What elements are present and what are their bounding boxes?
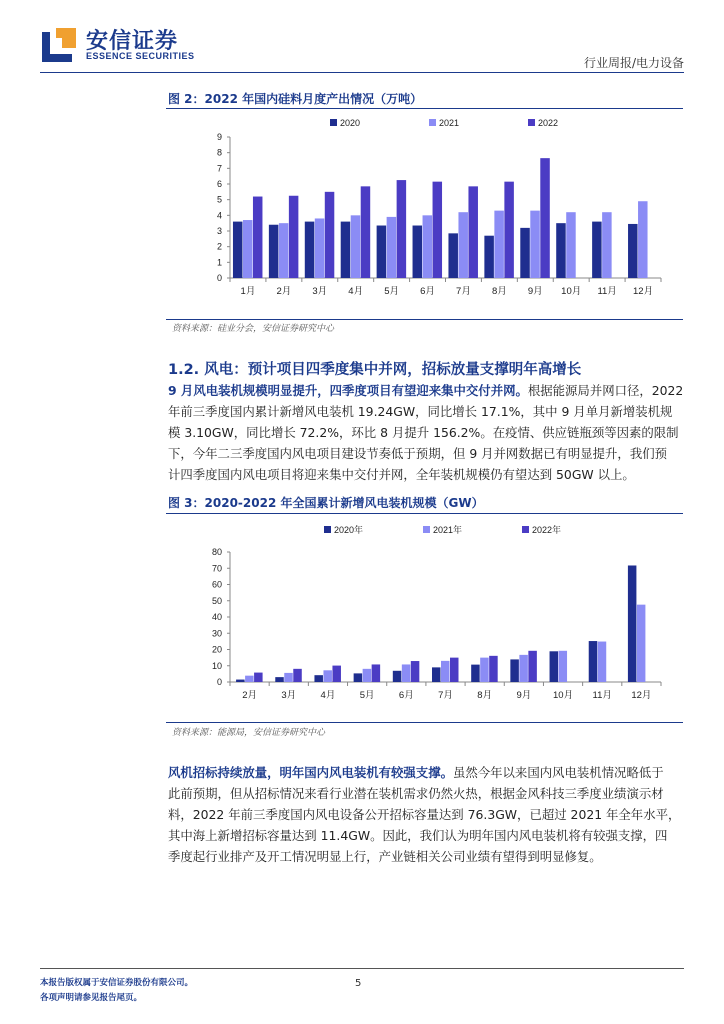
figure3-top-rule xyxy=(166,513,683,514)
section-heading: 1.2. 风电：预计项目四季度集中并网，招标放量支撑明年高增长 xyxy=(168,362,582,378)
bar-2020-10月 xyxy=(556,223,566,278)
figure2-title: 图 2：2022 年国内硅料月度产出情况（万吨） xyxy=(168,92,423,106)
x-tick-label: 4月 xyxy=(320,690,336,701)
bar-2021年-7月 xyxy=(441,661,450,682)
legend-label: 2021 xyxy=(439,118,460,128)
bar-2021-4月 xyxy=(351,215,361,278)
y-tick-label: 4 xyxy=(216,210,222,221)
y-tick-label: 10 xyxy=(211,660,222,671)
bar-2021-9月 xyxy=(530,211,540,278)
para1-line5: 计四季度国内风电项目将迎来集中交付并网，全年装机规模仍有望达到 50GW 以上。 xyxy=(168,467,635,482)
bar-2022-5月 xyxy=(397,180,407,278)
para1-line1 xyxy=(168,380,685,401)
bar-2021年-6月 xyxy=(402,664,411,682)
bar-2020-12月 xyxy=(628,224,638,278)
x-tick-label: 10月 xyxy=(561,286,582,297)
figure2-bottom-rule xyxy=(166,319,683,320)
bar-2021-12月 xyxy=(638,201,648,278)
x-tick-label: 8月 xyxy=(477,690,493,701)
para2-line1-text: 虽然今年以来国内风电装机情况略低于 xyxy=(452,765,664,780)
x-tick-label: 6月 xyxy=(420,286,435,297)
bar-2020年-5月 xyxy=(354,673,363,682)
y-tick-label: 3 xyxy=(216,226,222,236)
bar-2022年-8月 xyxy=(489,656,498,682)
page-number: 5 xyxy=(355,978,362,989)
bar-2020-6月 xyxy=(413,226,423,278)
x-tick-label: 4月 xyxy=(348,286,364,297)
legend-swatch xyxy=(429,119,436,126)
footer-disclaimer xyxy=(40,976,193,1006)
bar-2021年-5月 xyxy=(363,669,372,682)
figure2-source: 资料来源：硅业分会，安信证券研究中心 xyxy=(172,324,335,334)
y-tick-label: 50 xyxy=(211,595,222,606)
bar-2020-9月 xyxy=(520,228,530,278)
bar-2021年-11月 xyxy=(598,642,607,682)
legend-swatch xyxy=(522,526,529,533)
para2-line5: 季度起行业排产及开工情况明显上行，产业链相关公司业绩有望得到明显修复。 xyxy=(168,849,602,864)
figure3-chart-svg xyxy=(166,516,683,720)
para1-line3: 模 3.10GW，同比增长 72.2%，环比 8 月提升 156.2%。在疫情、供应链瓶颈等因素的限制 xyxy=(168,425,679,440)
company-logo-cn: 安信证券 xyxy=(86,29,179,54)
bar-2020-7月 xyxy=(448,233,458,278)
figure3-chart xyxy=(166,516,683,720)
para2-line4: 其中海上新增招标容量达到 11.4GW。因此，我们认为明年国内风电装机将有较强支撑，四 xyxy=(168,828,668,843)
x-tick-label: 9月 xyxy=(527,286,543,297)
x-tick-label: 11月 xyxy=(592,690,612,701)
bar-2020-8月 xyxy=(484,236,494,278)
y-tick-label: 7 xyxy=(216,163,222,174)
footer-divider xyxy=(40,968,684,969)
para2-line3: 料，2022 年前三季度国内风电设备公开招标容量达到 76.3GW，已超过 2021 年全年水平， xyxy=(168,807,681,822)
legend-label: 2022年 xyxy=(532,525,562,535)
y-tick-label: 0 xyxy=(216,273,222,283)
bar-2021年-3月 xyxy=(284,673,293,682)
bar-2022-1月 xyxy=(253,197,263,278)
legend-swatch xyxy=(528,119,535,126)
bar-2020-11月 xyxy=(592,222,602,278)
legend-label: 2020 xyxy=(340,118,361,128)
bar-2021-8月 xyxy=(494,211,504,278)
para1-line1-text: 根据能源局并网口径，2022 xyxy=(527,383,684,398)
x-tick-label: 8月 xyxy=(491,286,507,297)
bar-2022-7月 xyxy=(468,186,478,278)
x-tick-label: 5月 xyxy=(359,690,375,701)
figure3-bottom-rule xyxy=(166,722,683,723)
y-tick-label: 40 xyxy=(211,612,222,622)
bar-2021-5月 xyxy=(387,217,397,278)
x-tick-label: 5月 xyxy=(384,286,400,297)
para2-lead: 风机招标持续放量，明年国内风电装机有较强支撑。 xyxy=(168,765,453,780)
legend-label: 2022 xyxy=(538,118,559,128)
figure2-top-rule xyxy=(166,108,683,109)
x-tick-label: 2月 xyxy=(276,286,292,297)
bar-2020年-8月 xyxy=(471,665,480,682)
para1-lead: 9 月风电装机规模明显提升，四季度项目有望迎来集中交付并网。 xyxy=(168,383,528,398)
footer-notice: 各项声明请参见报告尾页。 xyxy=(40,993,143,1003)
bar-2022-9月 xyxy=(540,158,550,278)
bar-2020年-2月 xyxy=(236,680,245,682)
bar-2020年-3月 xyxy=(275,677,284,682)
bar-2022年-4月 xyxy=(332,666,341,682)
bar-2021年-12月 xyxy=(637,605,646,682)
bar-2020-2月 xyxy=(269,225,279,278)
x-tick-label: 12月 xyxy=(631,690,652,701)
y-tick-label: 9 xyxy=(216,132,222,142)
bar-2020年-9月 xyxy=(510,659,519,682)
bar-2020-4月 xyxy=(341,222,351,278)
x-tick-label: 3月 xyxy=(312,286,328,297)
company-logo-icon xyxy=(42,26,78,62)
figure2-chart-svg xyxy=(166,110,683,318)
bar-2020年-7月 xyxy=(432,667,441,682)
bar-2020年-11月 xyxy=(589,641,598,682)
bar-2022年-3月 xyxy=(293,669,302,682)
x-tick-label: 7月 xyxy=(456,286,471,297)
y-tick-label: 80 xyxy=(211,547,222,557)
x-tick-label: 10月 xyxy=(553,690,574,701)
legend-swatch xyxy=(324,526,331,533)
y-tick-label: 1 xyxy=(216,257,222,268)
y-tick-label: 8 xyxy=(216,147,222,158)
bar-2022-4月 xyxy=(361,186,371,278)
y-tick-label: 60 xyxy=(211,579,222,590)
bar-2020年-12月 xyxy=(628,565,637,682)
bar-2022-2月 xyxy=(289,196,299,278)
bar-2022年-6月 xyxy=(411,661,420,682)
bar-2022-6月 xyxy=(433,182,443,278)
x-tick-label: 12月 xyxy=(633,286,654,297)
para1-line4: 下，今年二三季度国内风电项目建设节奏低于预期，但 9 月并网数据已有明显提升，我们预 xyxy=(168,446,667,461)
bar-2020-1月 xyxy=(233,222,243,278)
legend-swatch xyxy=(330,119,337,126)
bar-2022年-7月 xyxy=(450,658,459,682)
bar-2020年-4月 xyxy=(314,675,323,682)
report-category: 行业周报/电力设备 xyxy=(583,56,684,70)
bar-2020-5月 xyxy=(377,226,387,278)
legend-label: 2021年 xyxy=(433,525,463,535)
bar-2022年-9月 xyxy=(528,651,537,682)
x-tick-label: 7月 xyxy=(438,690,453,701)
y-tick-label: 20 xyxy=(211,644,222,655)
y-tick-label: 5 xyxy=(216,194,222,205)
y-tick-label: 2 xyxy=(216,241,222,252)
para1-line2: 年前三季度国内累计新增风电装机 19.24GW，同比增长 17.1%，其中 9 月单月新增装机规 xyxy=(168,404,673,419)
x-tick-label: 11月 xyxy=(597,286,617,297)
header-divider xyxy=(40,72,684,73)
y-tick-label: 0 xyxy=(216,677,222,687)
bar-2021年-4月 xyxy=(323,670,332,682)
figure3-title: 图 3：2020-2022 年全国累计新增风电装机规模（GW） xyxy=(168,496,484,510)
bar-2020年-6月 xyxy=(393,671,402,682)
figure3-source: 资料来源：能源局，安信证券研究中心 xyxy=(172,728,326,738)
bar-2021年-9月 xyxy=(519,655,528,682)
bar-2021-7月 xyxy=(458,212,468,278)
bar-2021-11月 xyxy=(602,212,612,278)
bar-2021年-10月 xyxy=(559,651,568,682)
bar-2022年-5月 xyxy=(372,664,381,682)
y-tick-label: 6 xyxy=(216,179,222,189)
bar-2022年-2月 xyxy=(254,673,263,682)
bar-2022-8月 xyxy=(504,182,514,278)
bar-2021年-2月 xyxy=(245,676,254,682)
y-tick-label: 30 xyxy=(211,628,222,639)
bar-2021-2月 xyxy=(279,223,289,278)
para2-line2: 此前预期，但从招标情况来看行业潜在装机需求仍然火热，根据金风科技三季度业绩演示材 xyxy=(168,786,664,801)
x-tick-label: 6月 xyxy=(398,690,414,701)
y-tick-label: 70 xyxy=(211,563,222,574)
bar-2022-3月 xyxy=(325,192,335,278)
bar-2021年-8月 xyxy=(480,658,489,682)
bar-2021-6月 xyxy=(423,215,433,278)
footer-copyright: 本报告版权属于安信证券股份有限公司。 xyxy=(40,978,194,988)
para2-line1 xyxy=(168,762,685,783)
x-tick-label: 2月 xyxy=(242,690,257,701)
bar-2020-3月 xyxy=(305,222,315,278)
bar-2021-1月 xyxy=(243,220,253,278)
paragraph-wind-tender xyxy=(168,762,685,867)
bar-2021-3月 xyxy=(315,218,325,278)
paragraph-wind-installation xyxy=(168,380,685,485)
figure2-chart xyxy=(166,110,683,318)
legend-label: 2020年 xyxy=(334,525,364,535)
x-tick-label: 9月 xyxy=(516,690,532,701)
legend-swatch xyxy=(423,526,430,533)
bar-2021-10月 xyxy=(566,212,576,278)
bar-2020年-10月 xyxy=(550,651,559,682)
x-tick-label: 3月 xyxy=(281,690,297,701)
company-logo-en: ESSENCE SECURITIES xyxy=(86,51,195,61)
x-tick-label: 1月 xyxy=(240,286,256,297)
